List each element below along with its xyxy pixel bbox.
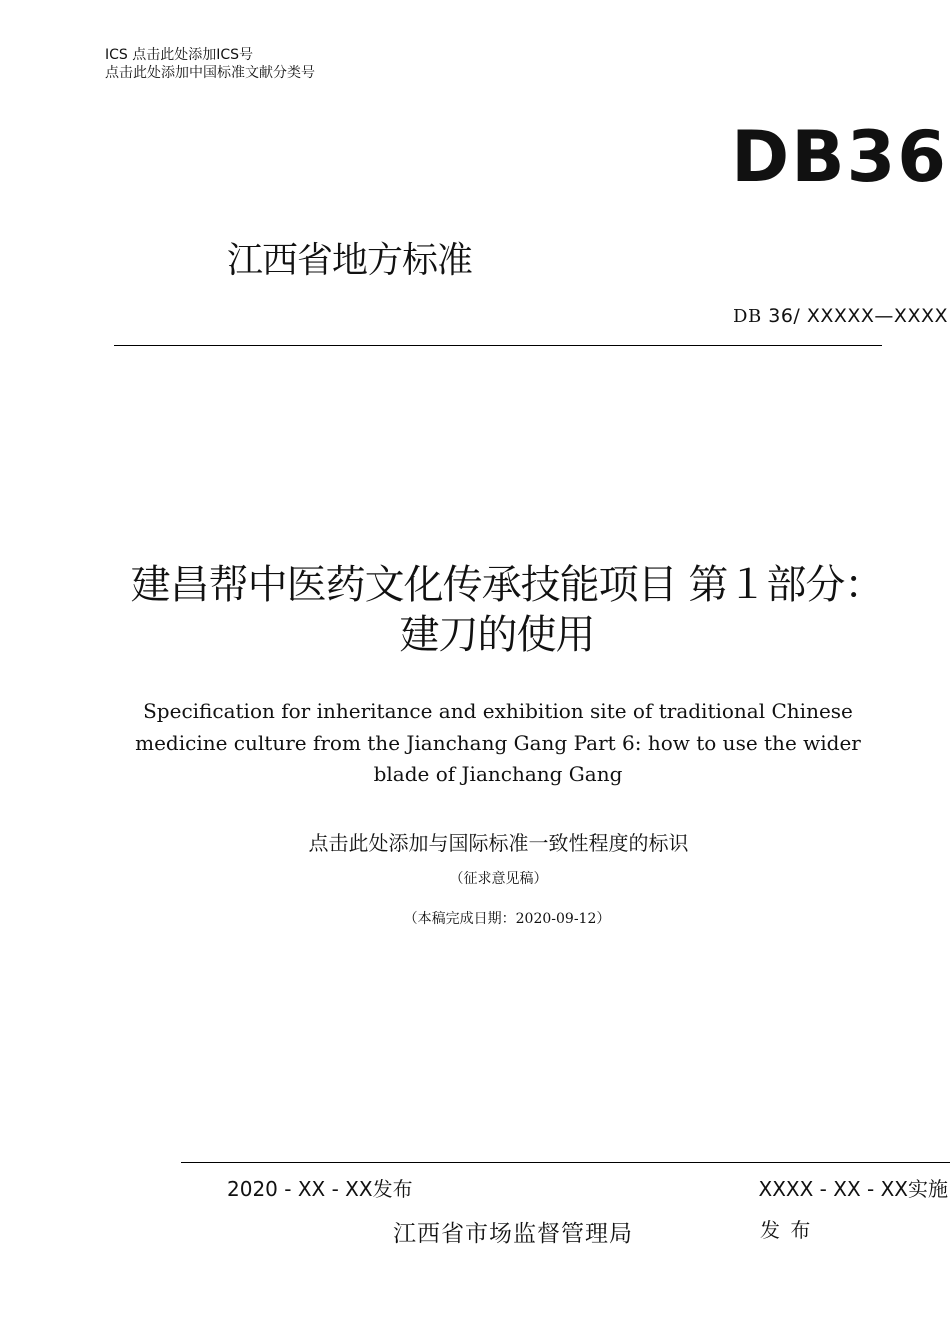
top-divider	[114, 345, 882, 346]
standard-number-prefix: DB	[733, 306, 762, 327]
ccs-number: 点击此处添加中国标准文献分类号	[105, 65, 315, 81]
bottom-divider	[181, 1162, 950, 1163]
ics-classification	[105, 46, 315, 82]
standard-code: DB36	[731, 116, 948, 198]
title-line-1: 建昌帮中医药文化传承技能项目 第１部分：	[130, 562, 884, 608]
ics-number: ICS 点击此处添加ICS号	[105, 47, 254, 63]
publish-date: 2020 - XX - XX发布	[227, 1177, 413, 1201]
standard-number	[733, 305, 948, 327]
document-title	[0, 560, 950, 660]
consistency-note[interactable]: 点击此处添加与国际标准一致性程度的标识	[308, 831, 689, 855]
draft-status: （征求意见稿）	[449, 871, 548, 887]
standard-number-value: 36/ XXXXX—XXXX	[768, 305, 948, 327]
implement-date: XXXX - XX - XX实施	[758, 1177, 948, 1201]
title-line-2: 建刀的使用	[399, 612, 595, 658]
completion-date: （本稿完成日期：2020-09-12）	[403, 911, 611, 927]
issuing-authority: 江西省市场监督管理局	[393, 1221, 633, 1247]
province-standard-label: 江西省地方标准	[227, 240, 473, 281]
english-title: Specification for inheritance and exhibition site of traditional Chinese medicine culture from the Jianchang Gang Part 6: how to use the wider blade of Jianchang Gang	[135, 699, 861, 786]
issue-label: 发 布	[760, 1218, 813, 1242]
